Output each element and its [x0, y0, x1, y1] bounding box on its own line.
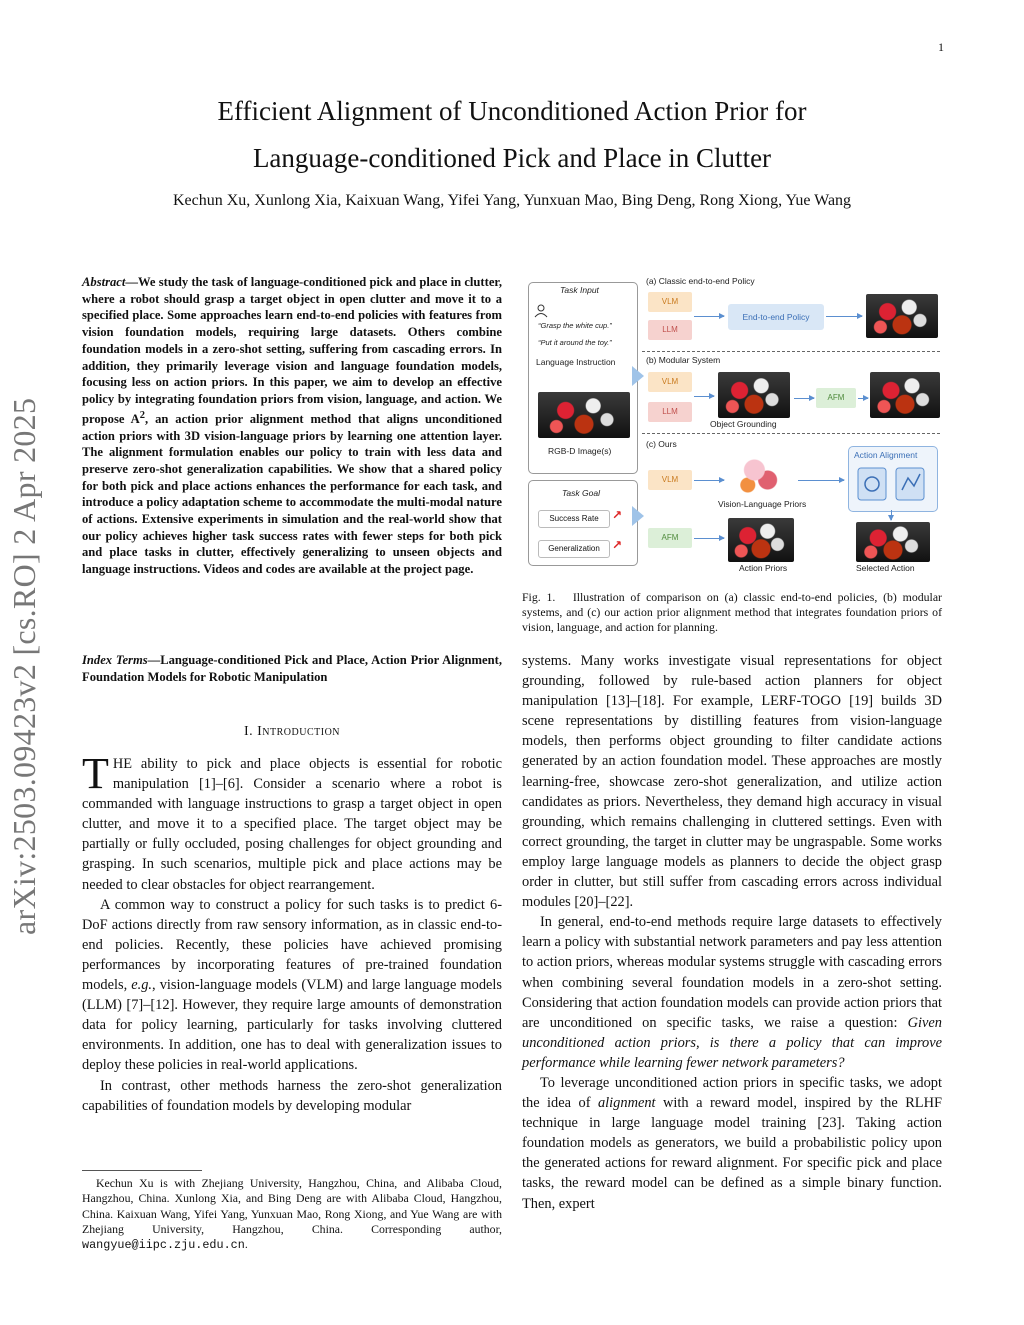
vl-priors-image [728, 450, 794, 500]
right-paragraph-3 [522, 1073, 942, 1214]
research-question: Given unconditioned action priors, is there a policy that can improve performance while learning fewer network parameters? [522, 1014, 942, 1071]
intro-paragraph-3: In contrast, other methods harness the zero-shot generalization capabilities of foundation models by developing modular [82, 1077, 502, 1114]
footnote-end: . [244, 1237, 248, 1252]
alignment-diagram-icon [856, 466, 928, 504]
footnote-rule [82, 1170, 202, 1171]
generalization-pill: Generalization [538, 540, 610, 558]
right-p3-b: with a reward model, inspired by the RLHF technique in large language model training [23]. Taking action foundation models as generators, we build a probabilistic policy upon the generated actions for reward alignment. For specific pick and place tasks, the reward model can be defined as a simple binary function. Then, expert [522, 1095, 942, 1212]
arrow-icon [794, 398, 814, 399]
right-p2-a: In general, end-to-end methods require large datasets to effectively learn a policy with substantial network parameters and pay less attention to action priors, whereas modular systems struggle with cascading errors when combining several foundation models in a zero-shot setting. Considering that action foundation models can provide action priors that are unconditioned on specific tasks, we raise a question: [522, 914, 942, 1031]
page-number: 1 [938, 40, 944, 54]
index-terms-lead: Index Terms [82, 653, 148, 667]
llm-box-b: LLM [648, 402, 692, 422]
section-title: Introduction [257, 724, 341, 739]
up-arrow-icon: ↗ [612, 508, 623, 522]
caption-text: Illustration of comparison on (a) classic end-to-end policies, (b) modular systems, and (c) our action prior alignment method that integrates foundation priors of vision, language, and action for planning. [522, 590, 942, 634]
selected-action-label: Selected Action [856, 563, 915, 573]
title-line-1: Efficient Alignment of Unconditioned Action Prior for [217, 96, 807, 126]
task-goal-label: Task Goal [562, 488, 600, 498]
action-alignment-label: Action Alignment [854, 450, 918, 460]
section-heading [82, 724, 502, 740]
abstract [82, 274, 502, 578]
vl-priors-label: Vision-Language Priors [718, 499, 807, 509]
vlm-box-a: VLM [648, 292, 692, 312]
abstract-text-a: —We study the task of language-conditioned pick and place in clutter, where a robot should grasp a target object in open clutter and move it to a specified place. Some approaches learn end-to-end policies with features from vision foundation models, requiring large datasets. Others combine foundation models in a zero-shot setting, suffering from cascading errors. In addition, they primarily leverage vision and language foundation models, focusing less on action priors. In this paper, we aim to develop an effective policy by integrating foundation priors from vision, language, and action. We propose A [82, 275, 502, 426]
arrow-icon [798, 480, 844, 481]
quote-2: “Put it around the toy.” [538, 338, 612, 347]
arrow-icon [826, 316, 862, 317]
label-b: (b) Modular System [646, 355, 721, 365]
index-terms-text: —Language-conditioned Pick and Place, Action Prior Alignment, Foundation Models for Robotic Manipulation [82, 653, 502, 684]
index-terms [82, 652, 502, 685]
goal-arrow-icon [632, 506, 644, 526]
rgbd-image [538, 392, 630, 438]
arrow-icon [891, 510, 892, 520]
corresponding-email: wangyue@iipc.zju.edu.cn [82, 1238, 245, 1253]
intro-p2-eg: e.g. [131, 977, 153, 994]
divider-a-b [642, 351, 940, 352]
llm-box-a: LLM [648, 320, 692, 340]
figure-1 [522, 270, 942, 580]
abstract-lead: Abstract [82, 275, 126, 289]
vlm-box-c: VLM [648, 470, 692, 490]
intro-p2-a: A common way to construct a policy for such tasks is to predict 6-DoF actions directly from raw sensory information, as in classic end-to-end policies. Recently, these policies have achieved promising performances by incorporating features of pre-trained foundation models, [82, 896, 502, 994]
up-arrow-icon: ↗ [612, 538, 623, 552]
right-p3-a: To leverage unconditioned action priors in specific tasks, we adopt the idea of [522, 1074, 942, 1112]
divider-b-c [642, 433, 940, 434]
intro-p2-b: , vision-language models (VLM) and large language models (LLM) [7]–[12]. However, they require large amounts of demonstration data for policy learning, particularly for tasks involving cluttered environments. In addition, one has to deal with generalization issues to deploy these policies in real-world applications. [82, 977, 502, 1074]
scene-image-b1 [718, 372, 790, 418]
language-instruction-label: Language Instruction [536, 357, 616, 367]
arrow-icon [858, 398, 868, 399]
drop-cap: T [82, 749, 109, 798]
action-priors-image [728, 518, 794, 562]
input-arrow-icon [632, 366, 644, 386]
footnote [82, 1176, 502, 1253]
intro-paragraph-1 [82, 749, 502, 895]
arrow-icon [694, 538, 724, 539]
right-paragraph-1: systems. Many works investigate visual representations for object grounding, followed by rule-based action planners for object manipulation [13]–[18]. For example, LERF-TOGO [19] builds 3D scene representations by distilling features from vision-language models, then performs object grounding to filter candidate actions generated by an action foundation model. These approaches are mostly learning-free, showcase zero-shot generalization, and utilize action candidates as priors. Nevertheless, they demand high accuracy in visual grounding, which remains challenging in cluttered settings. Even with correct grounding, the target in clutter may be ungraspable. Some works employ large language models as planners to decide the object grasp order in clutter, but still suffer from cascading errors across individual modules [20]–[22]. [522, 653, 942, 911]
paper-title [0, 88, 1024, 182]
rgbd-label: RGB-D Image(s) [548, 446, 612, 456]
figure-caption [522, 590, 942, 635]
afm-box-b: AFM [816, 388, 856, 408]
alignment-term: alignment [597, 1095, 656, 1112]
intro-p1-text: HE ability to pick and place objects is essential for robotic manipulation [1]–[6]. Consider a scenario where a robot is commanded with language instructions to grasp a target object in open clutter, and move it to a specified place. The target object may be partially or fully occluded, posing challenges for object grounding and grasping. In such scenarios, multiple pick and place actions may be needed to clear obstacles for object rearrangement. [82, 756, 502, 893]
quote-1: “Grasp the white cup.” [538, 321, 612, 330]
afm-box-c: AFM [648, 528, 692, 548]
right-column-text [522, 651, 942, 1214]
abstract-text-b: , an action prior alignment method that aligns unconditioned action priors with 3D vision-language priors by learning one attention layer. The alignment formulation enables our policy to train with less data and preserve zero-shot generalization capabilities. We show that a shared policy for both pick and place actions enhances the performance for each task, and introduce a policy adaptation scheme to accommodate the multi-modal nature of actions. Extensive experiments in simulation and the real-world show that our policy achieves higher task success rates with fewer steps for both pick and place tasks in clutter, effectively generalizing to unseen objects and language instructions. Videos and codes are available at the project page. [82, 411, 502, 577]
end-to-end-policy-box: End-to-end Policy [728, 304, 824, 330]
author-list: Kechun Xu, Xunlong Xia, Kaixuan Wang, Yifei Yang, Yunxuan Mao, Bing Deng, Rong Xiong, Yue Wang [172, 192, 852, 209]
arxiv-stamp: arXiv:2503.09423v2 [cs.RO] 2 Apr 2025 [6, 397, 42, 935]
abstract-sup: 2 [139, 409, 146, 421]
right-paragraph-2 [522, 912, 942, 1073]
caption-label: Fig. 1. [522, 590, 556, 604]
intro-paragraph-2 [82, 895, 502, 1076]
selected-action-image [856, 522, 930, 562]
arrow-icon [694, 396, 714, 397]
object-grounding-label: Object Grounding [710, 419, 777, 429]
introduction-text [82, 749, 502, 1116]
label-a: (a) Classic end-to-end Policy [646, 276, 755, 286]
scene-image-a [866, 294, 938, 338]
person-icon [534, 304, 548, 318]
footnote-text: Kechun Xu is with Zhejiang University, Hangzhou, China, and Alibaba Cloud, Hangzhou, China. Xunlong Xia, and Bing Deng are with Alibaba Cloud, Hangzhou, China. Kaixuan Wang, Yifei Yang, Yunxuan Mao, Rong Xiong, and Yue Wang are with Zhejiang University, Hangzhou, China. Corresponding author, [82, 1176, 502, 1236]
title-line-2: Language-conditioned Pick and Place in Clutter [252, 143, 772, 173]
section-numeral: I. [243, 724, 254, 739]
vlm-box-b: VLM [648, 372, 692, 392]
scene-image-b2 [870, 372, 940, 418]
success-rate-pill: Success Rate [538, 510, 610, 528]
task-input-label: Task Input [560, 285, 599, 295]
arrow-icon [694, 316, 724, 317]
action-priors-label: Action Priors [739, 563, 788, 573]
label-c: (c) Ours [646, 439, 677, 449]
arrow-icon [694, 480, 724, 481]
